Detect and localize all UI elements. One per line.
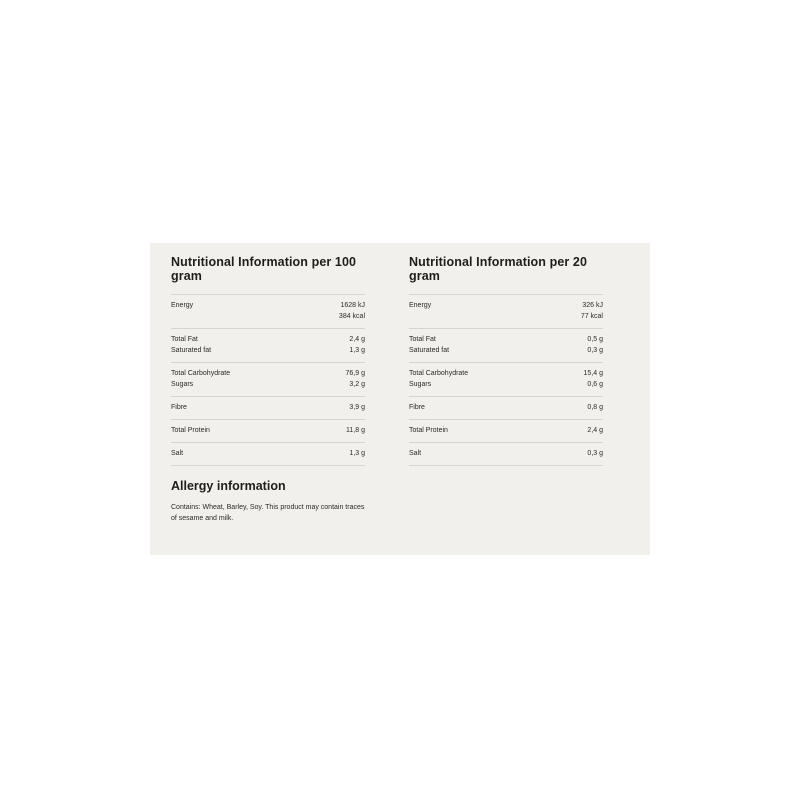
product-info-panel — [150, 243, 650, 555]
nutrient-value: 0,3 g — [587, 450, 603, 457]
nutrient-value: 1628 kJ — [340, 302, 365, 309]
nutrient-label: Energy — [409, 302, 432, 309]
nutrition-row — [409, 334, 603, 345]
nutrition-group — [171, 420, 365, 443]
nutrition-per-100g — [171, 255, 365, 466]
nutrient-value: 384 kcal — [338, 313, 365, 320]
allergy-text: Contains: Wheat, Barley, Soy. This product may contain traces of sesame and milk. — [171, 504, 365, 522]
nutrition-row — [409, 300, 603, 311]
nutrient-label: Total Carbohydrate — [171, 370, 231, 377]
nutrition-row — [171, 300, 365, 311]
nutrient-label: Total Protein — [409, 427, 448, 434]
nutrition-group — [171, 443, 365, 466]
nutrition-row — [171, 334, 365, 345]
nutrient-label: Fibre — [409, 404, 425, 411]
nutrient-label: Sugars — [409, 381, 432, 388]
nutrient-label: Salt — [409, 450, 422, 457]
nutrition-table — [409, 294, 603, 466]
nutrient-value: 1,3 g — [349, 347, 365, 354]
nutrient-value: 2,4 g — [349, 336, 365, 343]
nutrition-group — [171, 363, 365, 397]
nutrient-value: 76,9 g — [345, 370, 365, 377]
nutrient-label: Saturated fat — [171, 347, 212, 354]
nutrition-group — [409, 397, 603, 420]
allergy-section — [171, 479, 371, 524]
nutrient-value: 1,3 g — [349, 450, 365, 457]
nutrition-group — [409, 363, 603, 397]
nutrient-label: Energy — [171, 302, 194, 309]
nutrition-row — [409, 402, 603, 413]
nutrition-row — [171, 425, 365, 436]
nutrition-row — [409, 448, 603, 459]
nutrient-value: 77 kcal — [580, 313, 603, 320]
nutrition-row — [409, 311, 603, 322]
nutrient-value: 0,5 g — [587, 336, 603, 343]
nutrient-label: Total Protein — [171, 427, 210, 434]
nutrient-value: 3,9 g — [349, 404, 365, 411]
nutrition-row — [409, 379, 603, 390]
allergy-heading: Allergy information — [171, 479, 286, 493]
nutrient-label: Fibre — [171, 404, 187, 411]
nutrition-row — [409, 425, 603, 436]
nutrition-per-100g-heading: Nutritional Information per 100 gram — [171, 255, 357, 283]
nutrition-table — [171, 294, 365, 466]
nutrient-value: 2,4 g — [587, 427, 603, 434]
nutrition-group — [409, 329, 603, 363]
nutrition-row — [171, 345, 365, 356]
nutrient-label: Total Fat — [171, 336, 198, 343]
nutrition-group — [409, 443, 603, 466]
nutrition-per-20g-heading: Nutritional Information per 20 gram — [409, 255, 588, 283]
nutrient-value: 0,6 g — [587, 381, 603, 388]
nutrient-value: 11,8 g — [346, 427, 365, 434]
nutrition-group — [171, 329, 365, 363]
nutrition-group — [171, 295, 365, 329]
nutrient-value: 3,2 g — [349, 381, 365, 388]
nutrition-row — [171, 368, 365, 379]
nutrition-row — [171, 311, 365, 322]
nutrient-value: 326 kJ — [582, 302, 603, 309]
nutrition-group — [409, 420, 603, 443]
nutrient-label: Total Carbohydrate — [409, 370, 469, 377]
nutrient-label: Sugars — [171, 381, 194, 388]
nutrient-value: 15,4 g — [583, 370, 603, 377]
nutrient-value: 0,3 g — [587, 347, 603, 354]
nutrient-label: Salt — [171, 450, 184, 457]
nutrition-row — [171, 402, 365, 413]
nutrition-group — [409, 295, 603, 329]
nutrition-row — [409, 345, 603, 356]
nutrient-label: Total Fat — [409, 336, 436, 343]
nutrition-row — [409, 368, 603, 379]
nutrient-value: 0,8 g — [587, 404, 603, 411]
nutrition-group — [171, 397, 365, 420]
nutrition-per-20g — [409, 255, 603, 466]
nutrient-label: Saturated fat — [409, 347, 450, 354]
nutrition-row — [171, 448, 365, 459]
nutrition-row — [171, 379, 365, 390]
